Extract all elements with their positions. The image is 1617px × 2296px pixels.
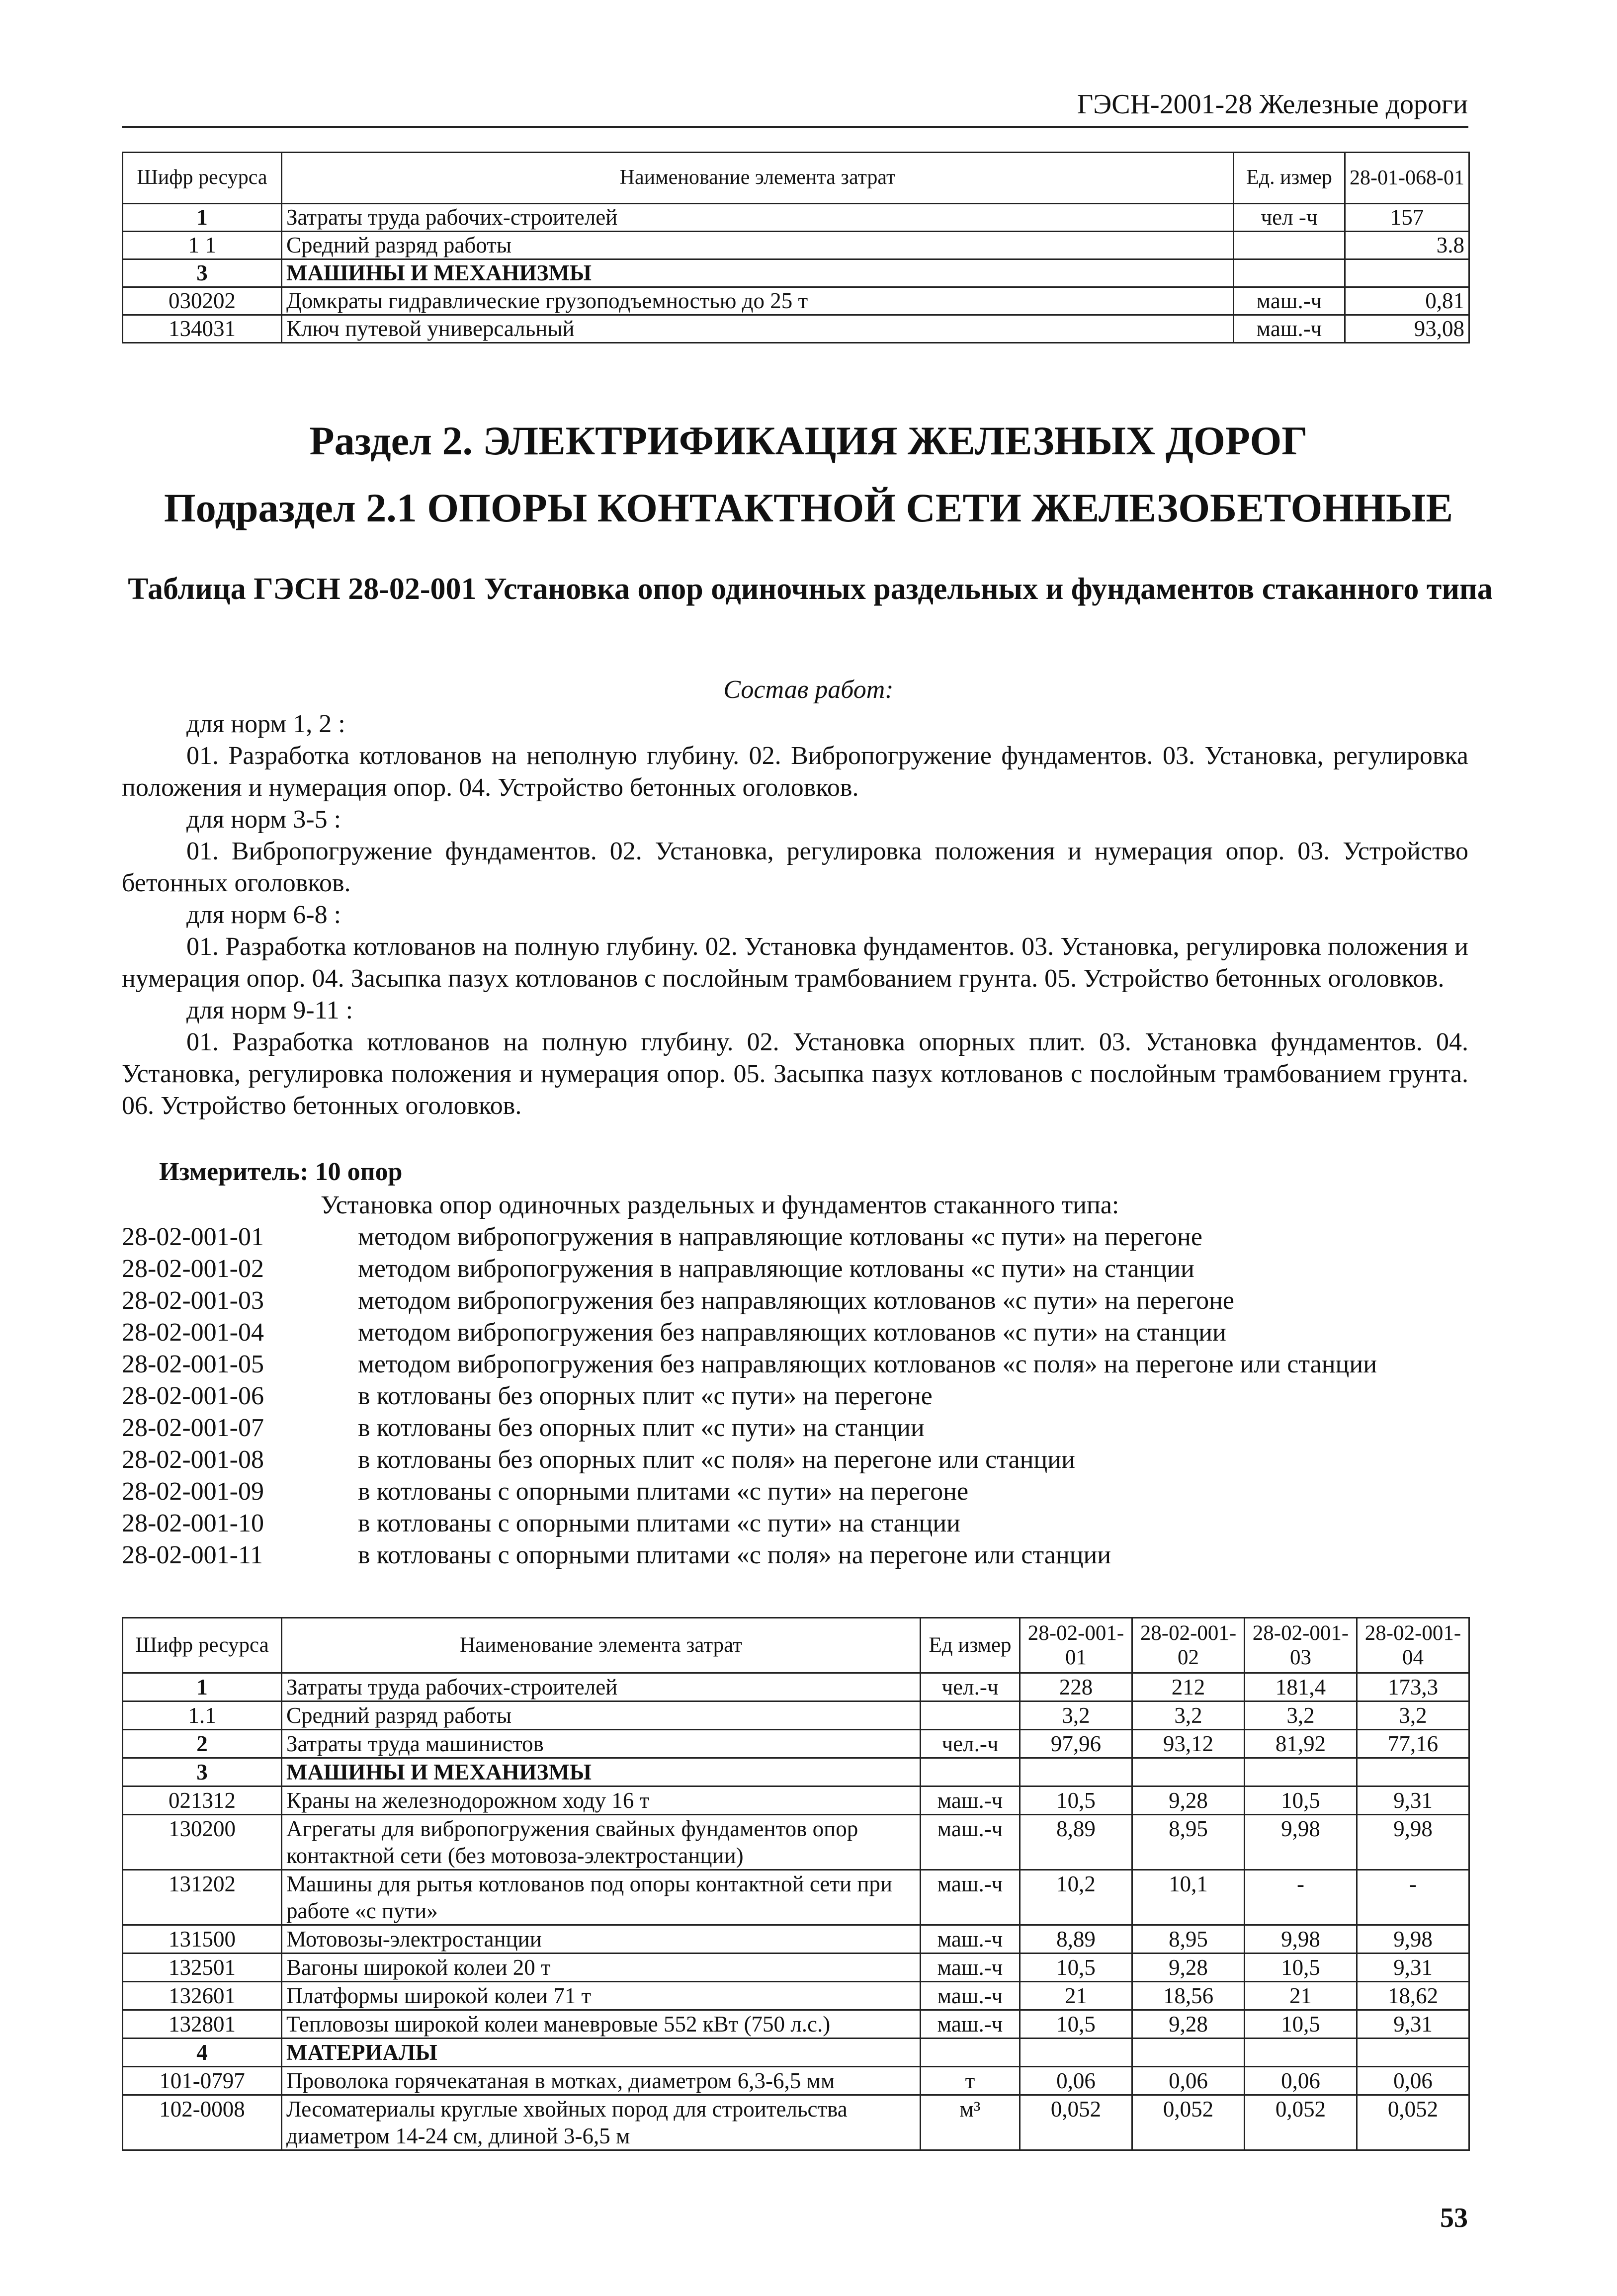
row-value: 93,12 [1132, 1730, 1245, 1758]
row-value: 0,06 [1357, 2067, 1469, 2095]
col-header-name: Наименование элемента затрат [282, 1618, 921, 1673]
row-value: 181,4 [1245, 1673, 1357, 1701]
table-row [123, 1925, 1469, 1954]
row-value: 9,98 [1245, 1925, 1357, 1954]
col-header-norm-01: 28-02-001-01 [1020, 1618, 1132, 1673]
row-value: 9,98 [1357, 1815, 1469, 1870]
row-name: Агрегаты для вибропогружения свайных фундаментов опор контактной сети (без мотовоза-электростанции) [282, 1815, 921, 1870]
norm-item [122, 1412, 1468, 1444]
table-row [123, 1954, 1469, 1982]
table-row [123, 315, 1469, 343]
row-value: - [1245, 1870, 1357, 1925]
table-row [123, 259, 1469, 287]
row-unit: маш.-ч [1234, 287, 1345, 315]
row-code: 130200 [123, 1815, 282, 1870]
subsection-title: Подраздел 2.1 ОПОРЫ КОНТАКТНОЙ СЕТИ ЖЕЛЕЗОБЕТОННЫЕ [164, 485, 1453, 530]
row-unit: чел.-ч [921, 1673, 1020, 1701]
row-value: 10,2 [1020, 1870, 1132, 1925]
norm-desc: в котлованы с опорными плитами «с пути» на перегоне [358, 1477, 969, 1506]
table-row [123, 287, 1469, 315]
row-code: 131500 [123, 1925, 282, 1954]
row-code: 1 [123, 1673, 282, 1701]
row-value: 9,28 [1132, 1954, 1245, 1982]
norm-desc: методом вибропогружения в направляющие котлованы «с пути» на станции [358, 1255, 1194, 1283]
table-row [123, 1673, 1469, 1701]
row-value: 9,28 [1132, 2010, 1245, 2039]
row-unit: маш.-ч [921, 1786, 1020, 1815]
col-header-name: Наименование элемента затрат [282, 153, 1234, 204]
row-unit [1234, 232, 1345, 259]
row-name: Мотовозы-электростанции [282, 1925, 921, 1954]
meter-line: Измеритель: 10 опор [159, 1158, 403, 1186]
row-value: 10,5 [1245, 2010, 1357, 2039]
norm-item [122, 1221, 1468, 1253]
row-value: 9,31 [1357, 2010, 1469, 2039]
row-name: Тепловозы широкой колеи маневровые 552 кВт (750 л.с.) [282, 2010, 921, 2039]
row-name: МАШИНЫ И МЕХАНИЗМЫ [282, 259, 1234, 287]
row-name: Средний разряд работы [282, 232, 1234, 259]
row-value: 212 [1132, 1673, 1245, 1701]
row-code: 102-0008 [123, 2095, 282, 2150]
row-value: 0,052 [1020, 2095, 1132, 2150]
norm-code: 28-02-001-08 [122, 1446, 264, 1474]
row-value: 10,5 [1020, 2010, 1132, 2039]
table-row [123, 2010, 1469, 2039]
table-row [123, 1701, 1469, 1730]
row-value: 228 [1020, 1673, 1132, 1701]
norm-code: 28-02-001-07 [122, 1414, 264, 1442]
row-value [1020, 2039, 1132, 2067]
composition-text [122, 708, 1468, 1122]
norm-desc: методом вибропогружения в направляющие котлованы «с пути» на перегоне [358, 1223, 1202, 1251]
col-header-code: Шифр ресурса [123, 153, 282, 204]
row-code: 030202 [123, 287, 282, 315]
row-value: 3.8 [1345, 232, 1469, 259]
row-name: Проволока горячекатаная в мотках, диаметром 6,3-6,5 мм [282, 2067, 921, 2095]
norm-code: 28-02-001-02 [122, 1255, 264, 1283]
table-title: Таблица ГЭСН 28-02-001 Установка опор одиночных раздельных и фундаментов стаканного типа [128, 572, 1493, 606]
col-header-unit: Ед. измер [1234, 153, 1345, 204]
table-row [123, 1786, 1469, 1815]
norm-item [122, 1508, 1468, 1539]
row-unit: маш.-ч [921, 2010, 1020, 2039]
row-value [1020, 1758, 1132, 1786]
norm-desc: в котлованы с опорными плитами «с пути» на станции [358, 1509, 960, 1537]
norm-code: 28-02-001-04 [122, 1318, 264, 1347]
norm-group-label: для норм 3-5 : [186, 805, 341, 834]
page-number: 53 [1440, 2203, 1468, 2233]
row-unit: маш.-ч [921, 1954, 1020, 1982]
norm-item [122, 1444, 1468, 1476]
norm-code: 28-02-001-05 [122, 1350, 264, 1378]
row-value: 9,28 [1132, 1786, 1245, 1815]
row-unit [921, 1758, 1020, 1786]
row-value: 18,62 [1357, 1982, 1469, 2010]
row-unit: чел -ч [1234, 204, 1345, 232]
row-unit: маш.-ч [921, 1925, 1020, 1954]
table-row [123, 2095, 1469, 2150]
col-header-norm-04: 28-02-001-04 [1357, 1618, 1469, 1673]
row-value: 157 [1345, 204, 1469, 232]
resource-table-main [122, 1617, 1470, 2151]
table-row [123, 1758, 1469, 1786]
table-row [123, 1870, 1469, 1925]
running-header: ГЭСН-2001-28 Железные дороги [1077, 89, 1468, 120]
norm-item [122, 1285, 1468, 1317]
row-code: 101-0797 [123, 2067, 282, 2095]
row-value: 3,2 [1357, 1701, 1469, 1730]
norm-group-text: 01. Вибропогружение фундаментов. 02. Установка, регулировка положения и нумерация опор. 03. Устройство бетонных оголовков. [122, 837, 1468, 897]
row-value: 3,2 [1132, 1701, 1245, 1730]
row-value: 9,98 [1357, 1925, 1469, 1954]
row-name: Лесоматериалы круглые хвойных пород для строительства диаметром 14-24 см, длиной 3-6,5 м [282, 2095, 921, 2150]
row-name: МАТЕРИАЛЫ [282, 2039, 921, 2067]
row-name: Домкраты гидравлические грузоподъемностью до 25 т [282, 287, 1234, 315]
norm-desc: в котлованы с опорными плитами «с поля» на перегоне или станции [358, 1541, 1111, 1569]
norm-group-label: для норм 6-8 : [186, 901, 341, 929]
row-code: 132501 [123, 1954, 282, 1982]
col-header-norm-02: 28-02-001-02 [1132, 1618, 1245, 1673]
norm-group-text: 01. Разработка котлованов на полную глубину. 02. Установка фундаментов. 03. Установка, регулировка положения и нумерация опор. 04. Засыпка пазух котлованов с послойным трамбованием грунта. 05. Устройство бетонных оголовков. [122, 933, 1468, 993]
norm-code: 28-02-001-03 [122, 1286, 264, 1315]
norm-group-text: 01. Разработка котлованов на неполную глубину. 02. Вибропогружение фундаментов. 03. Установка, регулировка положения и нумерация опор. 04. Устройство бетонных оголовков. [122, 742, 1468, 802]
norm-item [122, 1349, 1468, 1380]
norm-item [122, 1539, 1468, 1571]
norm-item [122, 1380, 1468, 1412]
row-value: 0,06 [1020, 2067, 1132, 2095]
norm-item [122, 1317, 1468, 1349]
norm-desc: методом вибропогружения без направляющих котлованов «с пути» на перегоне [358, 1286, 1234, 1315]
row-value [1245, 1758, 1357, 1786]
row-name: Затраты труда рабочих-строителей [282, 1673, 921, 1701]
row-code: 2 [123, 1730, 282, 1758]
row-name: Вагоны широкой колеи 20 т [282, 1954, 921, 1982]
norm-code: 28-02-001-01 [122, 1223, 264, 1251]
row-value: 8,95 [1132, 1925, 1245, 1954]
row-value: 0,81 [1345, 287, 1469, 315]
col-header-code: Шифр ресурса [123, 1618, 282, 1673]
row-value: 97,96 [1020, 1730, 1132, 1758]
header-rule [122, 126, 1468, 128]
row-value: 18,56 [1132, 1982, 1245, 2010]
row-code: 4 [123, 2039, 282, 2067]
col-header-norm-03: 28-02-001-03 [1245, 1618, 1357, 1673]
row-value: 3,2 [1245, 1701, 1357, 1730]
row-value [1345, 259, 1469, 287]
row-code: 132601 [123, 1982, 282, 2010]
norm-desc: методом вибропогружения без направляющих котлованов «с пути» на станции [358, 1318, 1226, 1347]
row-value: 21 [1020, 1982, 1132, 2010]
row-value: 10,5 [1245, 1786, 1357, 1815]
norms-intro: Установка опор одиночных раздельных и фундаментов стаканного типа: [321, 1191, 1119, 1219]
row-name: Платформы широкой колеи 71 т [282, 1982, 921, 2010]
row-value [1245, 2039, 1357, 2067]
row-value: 0,052 [1357, 2095, 1469, 2150]
norm-desc: в котлованы без опорных плит «с пути» на перегоне [358, 1382, 933, 1410]
row-value: 8,89 [1020, 1925, 1132, 1954]
row-unit: маш.-ч [921, 1870, 1020, 1925]
row-value [1132, 2039, 1245, 2067]
row-value: 81,92 [1245, 1730, 1357, 1758]
norm-item [122, 1476, 1468, 1508]
row-code: 132801 [123, 2010, 282, 2039]
row-value: 0,052 [1245, 2095, 1357, 2150]
norm-code: 28-02-001-10 [122, 1509, 264, 1537]
table-row [123, 1982, 1469, 2010]
col-header-unit: Ед измер [921, 1618, 1020, 1673]
section-title: Раздел 2. ЭЛЕКТРИФИКАЦИЯ ЖЕЛЕЗНЫХ ДОРОГ [309, 418, 1308, 463]
norm-item [122, 1253, 1468, 1285]
row-value: 77,16 [1357, 1730, 1469, 1758]
row-unit: маш.-ч [921, 1982, 1020, 2010]
row-value: 93,08 [1345, 315, 1469, 343]
row-value: 9,31 [1357, 1954, 1469, 1982]
row-code: 1 1 [123, 232, 282, 259]
norm-desc: методом вибропогружения без направляющих котлованов «с поля» на перегоне или станции [358, 1350, 1377, 1378]
row-value: 10,5 [1245, 1954, 1357, 1982]
row-unit [921, 2039, 1020, 2067]
row-name: МАШИНЫ И МЕХАНИЗМЫ [282, 1758, 921, 1786]
row-name: Затраты труда рабочих-строителей [282, 204, 1234, 232]
norms-list [122, 1190, 1468, 1571]
row-unit [1234, 259, 1345, 287]
row-name: Краны на железнодорожном ходу 16 т [282, 1786, 921, 1815]
row-unit: м³ [921, 2095, 1020, 2150]
row-code: 3 [123, 259, 282, 287]
row-code: 131202 [123, 1870, 282, 1925]
row-value: 21 [1245, 1982, 1357, 2010]
row-code: 021312 [123, 1786, 282, 1815]
row-code: 1 [123, 204, 282, 232]
norm-code: 28-02-001-06 [122, 1382, 264, 1410]
composition-heading: Состав работ: [723, 676, 894, 704]
row-name: Затраты труда машинистов [282, 1730, 921, 1758]
row-value: 10,1 [1132, 1870, 1245, 1925]
row-value [1132, 1758, 1245, 1786]
row-unit [921, 1701, 1020, 1730]
row-code: 3 [123, 1758, 282, 1786]
row-value: 9,31 [1357, 1786, 1469, 1815]
norm-group-text: 01. Разработка котлованов на полную глубину. 02. Установка опорных плит. 03. Установка фундаментов. 04. Установка, регулировка положения и нумерация опор. 05. Засыпка пазух котлованов с послойным трамбованием грунта. 06. Устройство бетонных оголовков. [122, 1028, 1468, 1120]
row-unit: маш.-ч [921, 1815, 1020, 1870]
norm-desc: в котлованы без опорных плит «с пути» на станции [358, 1414, 925, 1442]
row-unit: чел.-ч [921, 1730, 1020, 1758]
table-row [123, 204, 1469, 232]
row-code: 134031 [123, 315, 282, 343]
row-name: Ключ путевой универсальный [282, 315, 1234, 343]
row-unit: маш.-ч [1234, 315, 1345, 343]
col-header-norm: 28-01-068-01 [1345, 153, 1469, 204]
row-value: 3,2 [1020, 1701, 1132, 1730]
row-value: - [1357, 1870, 1469, 1925]
table-header-row [123, 153, 1469, 204]
table-row [123, 2039, 1469, 2067]
norm-code: 28-02-001-11 [122, 1541, 263, 1569]
row-value [1357, 1758, 1469, 1786]
row-value: 9,98 [1245, 1815, 1357, 1870]
row-value: 173,3 [1357, 1673, 1469, 1701]
norm-group-label: для норм 9-11 : [186, 996, 353, 1024]
row-value: 10,5 [1020, 1786, 1132, 1815]
table-row [123, 1730, 1469, 1758]
row-value: 8,95 [1132, 1815, 1245, 1870]
row-value: 0,052 [1132, 2095, 1245, 2150]
table-row [123, 1815, 1469, 1870]
table-header-row [123, 1618, 1469, 1673]
row-value: 8,89 [1020, 1815, 1132, 1870]
norm-code: 28-02-001-09 [122, 1477, 264, 1506]
row-code: 1.1 [123, 1701, 282, 1730]
row-unit: т [921, 2067, 1020, 2095]
resource-table-top [122, 152, 1470, 343]
row-value: 0,06 [1132, 2067, 1245, 2095]
table-row [123, 232, 1469, 259]
norm-group-label: для норм 1, 2 : [186, 710, 345, 738]
row-name: Машины для рытья котлованов под опоры контактной сети при работе «с пути» [282, 1870, 921, 1925]
table-row [123, 2067, 1469, 2095]
row-name: Средний разряд работы [282, 1701, 921, 1730]
row-value [1357, 2039, 1469, 2067]
row-value: 10,5 [1020, 1954, 1132, 1982]
norm-desc: в котлованы без опорных плит «с поля» на перегоне или станции [358, 1446, 1075, 1474]
row-value: 0,06 [1245, 2067, 1357, 2095]
